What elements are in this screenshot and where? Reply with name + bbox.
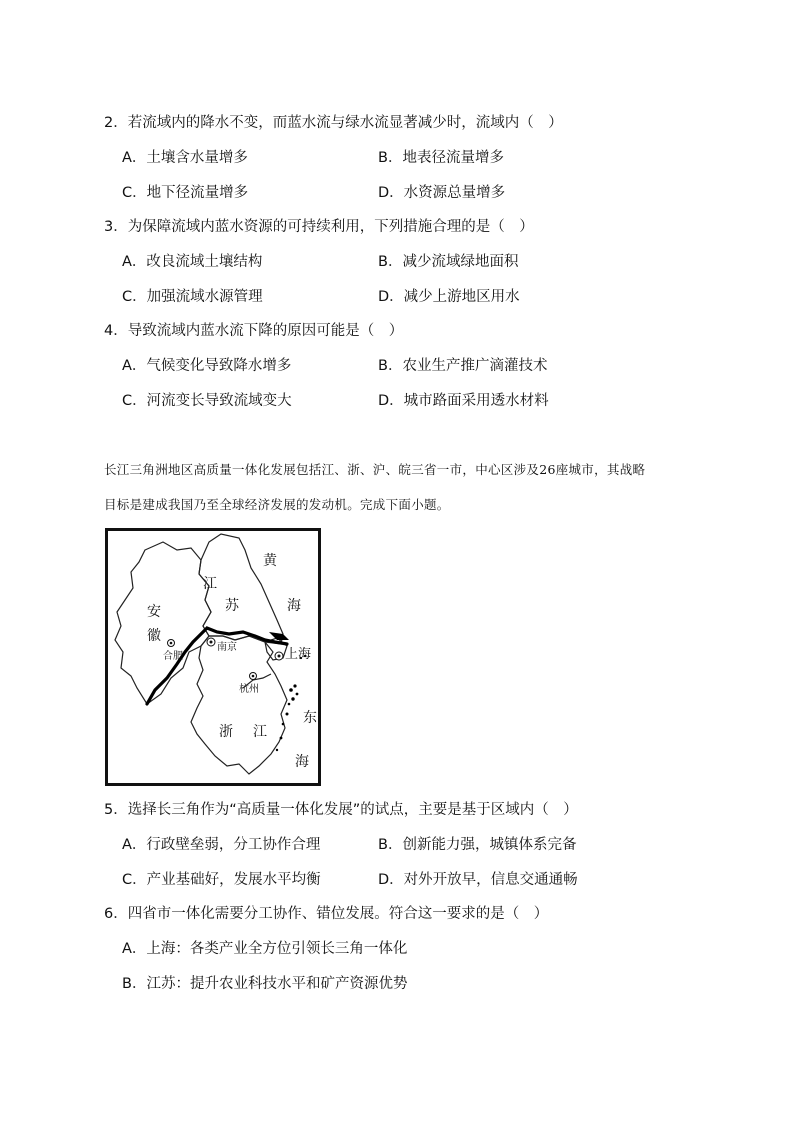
question-2-option-a: A．土壤含水量增多 <box>122 150 248 166</box>
question-5-option-b: B．创新能力强，城镇体系完备 <box>378 837 577 853</box>
question-2-option-c: C．地下径流量增多 <box>122 185 249 201</box>
label-zhejiang-2: 江 <box>253 724 267 740</box>
label-anhui-1: 安 <box>147 604 161 620</box>
passage-line-1: 长江三角洲地区高质量一体化发展包括江、浙、沪、皖三省一市，中心区涉及26座城市，其战略 <box>104 462 646 477</box>
question-6-stem: 6．四省市一体化需要分工协作、错位发展。符合这一要求的是（ ） <box>104 906 549 922</box>
question-5-option-a: A．行政壁垒弱，分工协作合理 <box>122 837 321 853</box>
city-nanjing-label: 南京 <box>217 642 237 653</box>
label-jiangsu-1: 江 <box>203 576 217 592</box>
question-2-stem: 2．若流域内的降水不变，而蓝水流与绿水流显著减少时，流域内（ ） <box>104 115 563 131</box>
question-5-stem: 5．选择长三角作为“高质量一体化发展”的试点，主要是基于区域内（ ） <box>104 802 578 818</box>
label-zhejiang-1: 浙 <box>219 724 233 740</box>
question-4-option-c: C．河流变长导致流域变大 <box>122 393 292 409</box>
question-5-option-c: C．产业基础好，发展水平均衡 <box>122 872 321 888</box>
label-hai-1: 海 <box>287 598 301 614</box>
question-2-option-d: D．水资源总量增多 <box>378 185 506 201</box>
question-3-option-b: B．减少流域绿地面积 <box>378 254 519 270</box>
question-3-stem: 3．为保障流域内蓝水资源的可持续利用，下列措施合理的是（ ） <box>104 219 534 235</box>
question-3-option-d: D．减少上游地区用水 <box>378 289 520 305</box>
question-6-option-b: B．江苏：提升农业科技水平和矿产资源优势 <box>122 976 408 992</box>
label-hai-2: 海 <box>295 754 309 770</box>
question-4-option-a: A．气候变化导致降水增多 <box>122 358 292 374</box>
question-6-option-a: A．上海：各类产业全方位引领长三角一体化 <box>122 941 408 957</box>
question-5-option-d: D．对外开放早，信息交通通畅 <box>378 872 578 888</box>
yangtze-delta-map <box>105 528 321 786</box>
label-anhui-2: 徽 <box>147 628 161 644</box>
city-hangzhou-label: 杭州 <box>239 684 259 695</box>
question-4-option-b: B．农业生产推广滴灌技术 <box>378 358 548 374</box>
label-jiangsu-2: 苏 <box>225 598 239 614</box>
question-4-stem: 4．导致流域内蓝水流下降的原因可能是（ ） <box>104 323 404 339</box>
label-huang: 黄 <box>263 553 277 569</box>
city-shanghai-label: 上海 <box>285 647 312 662</box>
city-hefei-label: 合肥 <box>163 651 183 662</box>
question-3-option-a: A．改良流域土壤结构 <box>122 254 263 270</box>
question-3-option-c: C．加强流域水源管理 <box>122 289 263 305</box>
label-dong: 东 <box>303 710 317 726</box>
passage-line-2: 目标是建成我国乃至全球经济发展的发动机。完成下面小题。 <box>104 497 450 512</box>
question-4-option-d: D．城市路面采用透水材料 <box>378 393 549 409</box>
question-2-option-b: B．地表径流量增多 <box>378 150 504 166</box>
